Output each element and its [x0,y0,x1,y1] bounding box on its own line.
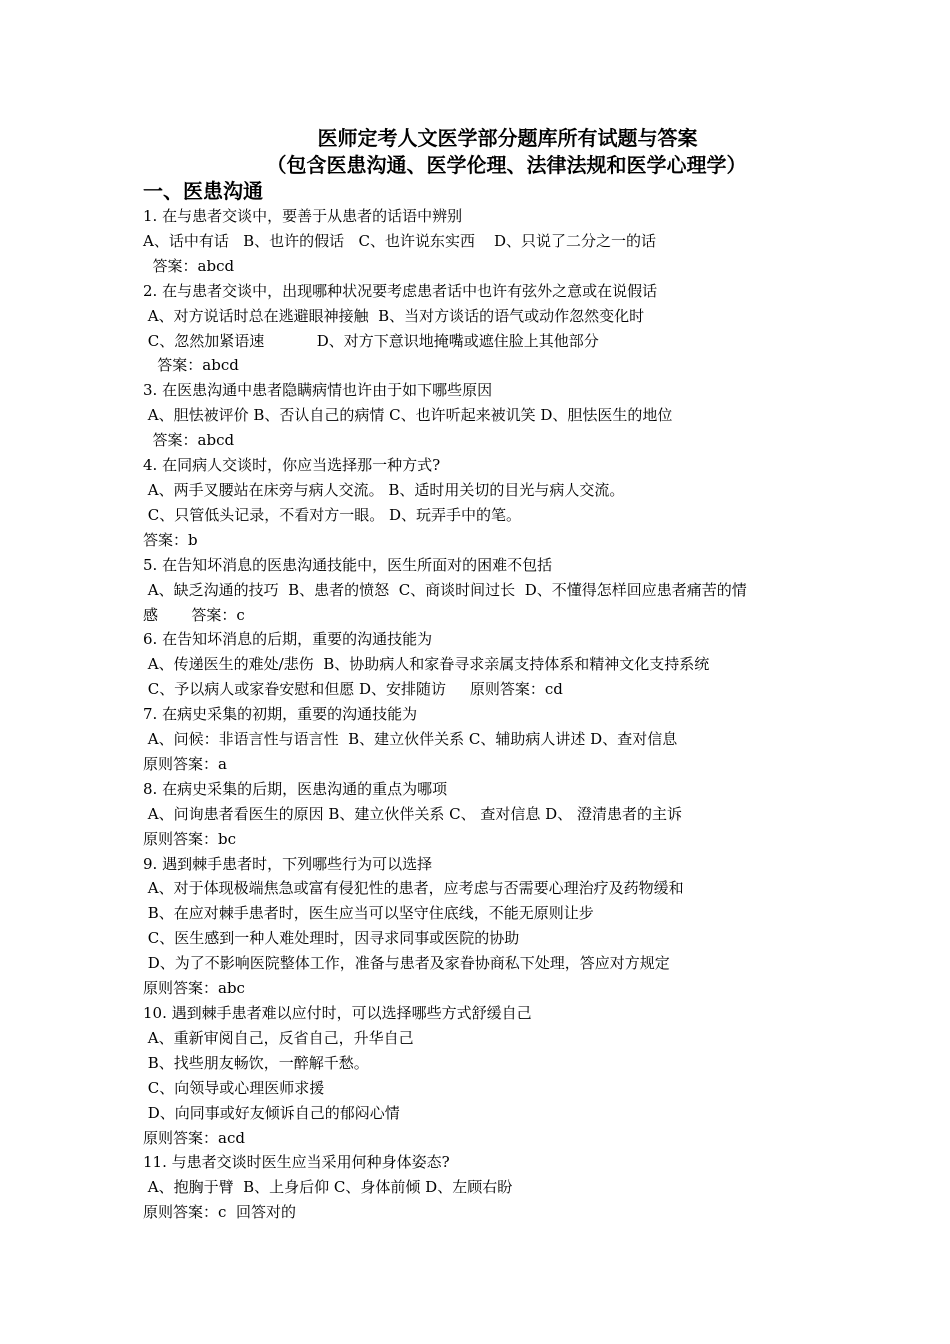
text-line: 9. 遇到棘手患者时，下列哪些行为可以选择 [143,854,433,873]
text-line: D、向同事或好友倾诉自己的郁闷心情 [143,1103,400,1122]
text-line: A、重新审阅自己，反省自己，升华自己 [143,1028,414,1047]
text-line: C、予以病人或家眷安慰和但愿 D、安排随访 原则答案：cd [143,680,563,699]
text-line: A、传递医生的难处/悲伤 B、协助病人和家眷寻求亲属支持体系和精神文化支持系统 [143,655,710,674]
text-line: 11. 与患者交谈时医生应当采用何种身体姿态? [143,1153,450,1172]
text-line: 5. 在告知坏消息的医患沟通技能中，医生所面对的困难不包括 [143,555,553,574]
text-line: 答案：b [143,530,198,549]
text-line: A、话中有话 B、也许的假话 C、也许说东实西 D、只说了二分之一的话 [143,231,657,250]
text-line: C、只管低头记录，不看对方一眼。 D、玩弄手中的笔。 [143,505,522,524]
text-line: C、医生感到一种人难处理时，因寻求同事或医院的协助 [143,929,520,948]
text-line: A、胆怯被评价 B、否认自己的病情 C、也许听起来被讥笑 D、胆怯医生的地位 [143,406,673,425]
text-line: 7. 在病史采集的初期，重要的沟通技能为 [143,705,418,724]
document-title: 医师定考人文医学部分题库所有试题与答案 [317,126,698,150]
text-line: A、问候：非语言性与语言性 B、建立伙伴关系 C、辅助病人讲述 D、查对信息 [143,730,678,749]
text-line: 8. 在病史采集的后期，医患沟通的重点为哪项 [143,779,448,798]
text-line: A、两手叉腰站在床旁与病人交流。 B、适时用关切的目光与病人交流。 [143,480,625,499]
text-line: A、缺乏沟通的技巧 B、患者的愤怒 C、商谈时间过长 D、不懂得怎样回应患者痛苦的情 [143,580,747,599]
document-subtitle: （包含医患沟通、医学伦理、法律法规和医学心理学） [266,153,747,177]
text-line: 原则答案：bc [143,829,237,848]
text-line: 答案：abcd [143,431,235,450]
text-line: 1. 在与患者交谈中，要善于从患者的话语中辨别 [143,207,463,225]
text-line: B、在应对棘手患者时，医生应当可以坚守住底线，不能无原则让步 [143,904,594,923]
text-line: 原则答案：acd [143,1128,245,1147]
text-line: B、找些朋友畅饮，一醉解千愁。 [143,1053,369,1072]
document-body [143,204,870,1225]
text-line: D、为了不影响医院整体工作，准备与患者及家眷协商私下处理，答应对方规定 [143,954,670,973]
text-line: 10. 遇到棘手患者难以应付时，可以选择哪些方式舒缓自己 [143,1004,532,1022]
text-line: 答案：abcd [143,256,235,275]
text-line: A、对于体现极端焦急或富有侵犯性的患者，应考虑与否需要心理治疗及药物缓和 [143,879,684,898]
text-line: 原则答案：abc [143,979,245,998]
text-line: C、向领导或心理医师求援 [143,1078,325,1097]
text-line: 3. 在医患沟通中患者隐瞒病情也许由于如下哪些原因 [143,381,493,400]
text-line: 6. 在告知坏消息的后期，重要的沟通技能为 [143,630,433,649]
text-line: C、忽然加紧语速 D、对方下意识地掩嘴或遮住脸上其他部分 [143,331,599,350]
text-line: 原则答案：c 回答对的 [143,1203,296,1222]
text-line: 感 答案：c [143,605,245,624]
text-line: A、抱胸于臂 B、上身后仰 C、身体前倾 D、左顾右盼 [143,1178,513,1197]
text-line: 原则答案：a [143,754,227,773]
text-line: A、对方说话时总在逃避眼神接触 B、当对方谈话的语气或动作忽然变化时 [143,306,645,325]
section-heading: 一、医患沟通 [143,179,263,203]
text-line: 答案：abcd [143,356,239,375]
text-line: 2. 在与患者交谈中，出现哪种状况要考虑患者话中也许有弦外之意或在说假话 [143,281,658,300]
text-line: A、问询患者看医生的原因 B、建立伙伴关系 C、 查对信息 D、 澄清患者的主诉 [143,804,682,823]
text-line: 4. 在同病人交谈时，你应当选择那一种方式? [143,456,441,475]
